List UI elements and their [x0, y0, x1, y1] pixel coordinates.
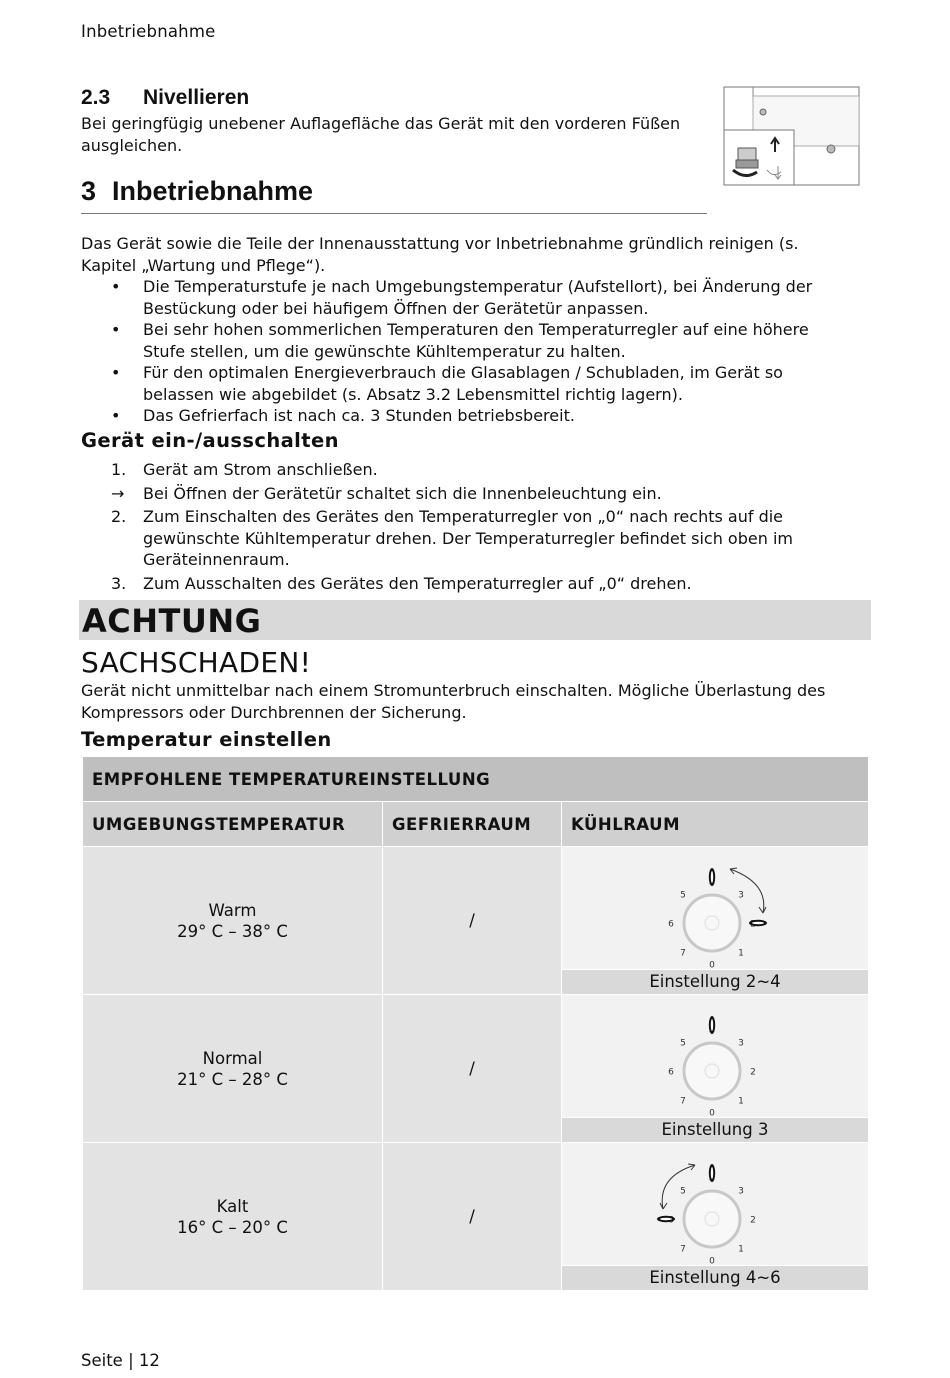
bullet-marker: • [111, 320, 121, 339]
step-item: 2. Zum Einschalten des Gerätes den Temperaturregler von „0“ nach rechts auf die gewünschte Kühltemperatur drehen. Der Temperaturregler befindet sich oben im Geräteinnenraum. [111, 507, 793, 569]
thermostat-dial-icon [627, 1147, 807, 1269]
bullet-marker: • [111, 406, 121, 425]
step-item: 3. Zum Ausschalten des Gerätes den Temperaturregler auf „0“ drehen. [111, 573, 692, 593]
dial-number: 5 [680, 890, 686, 901]
bullet-list [81, 276, 841, 427]
dial-knob-icon [709, 868, 715, 886]
dial-number: 3 [738, 1038, 744, 1049]
dial-number: 1 [738, 1244, 744, 1255]
section-title: Nivellieren [143, 86, 250, 109]
setting-caption: Einstellung 3 [562, 1117, 868, 1142]
temperature-table [82, 756, 869, 1291]
dial-body [684, 1191, 740, 1247]
subheading-switching: Gerät ein-/ausschalten [81, 429, 339, 452]
warning-text: Gerät nicht unmittelbar nach einem Stromunterbruch einschalten. Mögliche Überlastung des Kompressors oder Durchbrennen der Sicherung. [81, 681, 826, 722]
dial-number: 6 [668, 919, 674, 930]
section-heading-nivellieren [81, 86, 249, 110]
warning-subheading: SACHSCHADEN! [81, 646, 312, 679]
chapter-title: Inbetriebnahme [112, 176, 314, 206]
step-marker: 3. [111, 573, 127, 593]
list-item: • Bei sehr hohen sommerlichen Temperaturen den Temperaturregler auf eine höhere Stufe stellen, um die gewünschte Kühltemperatur zu halten. [111, 320, 809, 361]
dial-number: 0 [709, 1256, 715, 1265]
dial-number: 7 [680, 948, 686, 959]
warning-heading: ACHTUNG [82, 602, 262, 640]
ambient-cell: Kalt 16° C – 20° C [83, 1143, 383, 1291]
freezer-cell: / [383, 847, 562, 995]
dial-knob-icon [749, 920, 767, 926]
bullet-marker: • [111, 363, 121, 382]
table-title: EMPFOHLENE TEMPERATUREINSTELLUNG [83, 757, 869, 802]
dial-number: 0 [709, 960, 715, 969]
table-row [83, 1143, 869, 1291]
table-row [83, 847, 869, 995]
leveling-illustration [723, 86, 860, 186]
ambient-cell: Warm 29° C – 38° C [83, 847, 383, 995]
freezer-cell: / [383, 995, 562, 1143]
dial-number: 7 [680, 1096, 686, 1107]
dial-number: 2 [750, 1067, 756, 1078]
dial-knob-icon [709, 1016, 715, 1034]
thermostat-dial-icon [627, 851, 807, 973]
dial-number: 3 [738, 1186, 744, 1197]
setting-caption: Einstellung 2~4 [562, 969, 868, 994]
section-number: 2.3 [81, 86, 111, 109]
list-item: • Die Temperaturstufe je nach Umgebungstemperatur (Aufstellort), bei Änderung der Bestückung oder bei häufigem Öffnen der Gerätetür anpassen. [111, 277, 813, 318]
page-footer: Seite | 12 [81, 1351, 160, 1370]
chapter-number: 3 [81, 176, 97, 206]
dial-number: 5 [680, 1186, 686, 1197]
chapter-heading [81, 176, 313, 207]
dial-knob-icon [657, 1216, 675, 1222]
step-marker: 1. [111, 460, 127, 479]
steps-list [81, 459, 861, 594]
column-header-fridge: KÜHLRAUM [562, 802, 869, 847]
bullet-marker: • [111, 277, 121, 296]
dial-body [684, 1043, 740, 1099]
step-item: → Bei Öffnen der Gerätetür schaltet sich die Innenbeleuchtung ein. [111, 483, 662, 503]
subheading-temperature: Temperatur einstellen [81, 728, 332, 751]
setting-caption: Einstellung 4~6 [562, 1265, 868, 1290]
dial-body [684, 895, 740, 951]
dial-number: 0 [709, 1108, 715, 1117]
dial-number: 7 [680, 1244, 686, 1255]
table-row [83, 995, 869, 1143]
fridge-cell [562, 995, 869, 1143]
list-item: • Für den optimalen Energieverbrauch die Glasablagen / Schubladen, im Gerät so belassen wie abgebildet (s. Absatz 3.2 Lebensmittel richtig lagern). [111, 363, 783, 404]
thermostat-dial-icon [627, 999, 807, 1121]
running-header: Inbetriebnahme [81, 22, 216, 41]
chapter-divider [81, 213, 707, 214]
step-arrow-marker: → [111, 483, 125, 503]
dial-number: 3 [738, 890, 744, 901]
column-header-ambient: UMGEBUNGSTEMPERATUR [83, 802, 383, 847]
fridge-cell [562, 1143, 869, 1291]
step-item: 1. Gerät am Strom anschließen. [111, 460, 378, 479]
freezer-cell: / [383, 1143, 562, 1291]
dial-number: 5 [680, 1038, 686, 1049]
step-marker: 2. [111, 507, 127, 526]
intro-paragraph: Das Gerät sowie die Teile der Innenausstattung vor Inbetriebnahme gründlich reinigen (s. Kapitel „Wartung und Pflege“). [81, 234, 799, 275]
leveling-paragraph: Bei geringfügig unebener Auflagefläche das Gerät mit den vorderen Füßen ausgleichen. [81, 114, 681, 155]
ambient-cell: Normal 21° C – 28° C [83, 995, 383, 1143]
column-header-freezer: GEFRIERRAUM [383, 802, 562, 847]
dial-number: 1 [738, 948, 744, 959]
dial-number: 1 [738, 1096, 744, 1107]
dial-knob-icon [709, 1164, 715, 1182]
dial-number: 2 [750, 1215, 756, 1226]
list-item: • Das Gefrierfach ist nach ca. 3 Stunden betriebsbereit. [111, 406, 575, 425]
fridge-cell [562, 847, 869, 995]
dial-number: 6 [668, 1067, 674, 1078]
